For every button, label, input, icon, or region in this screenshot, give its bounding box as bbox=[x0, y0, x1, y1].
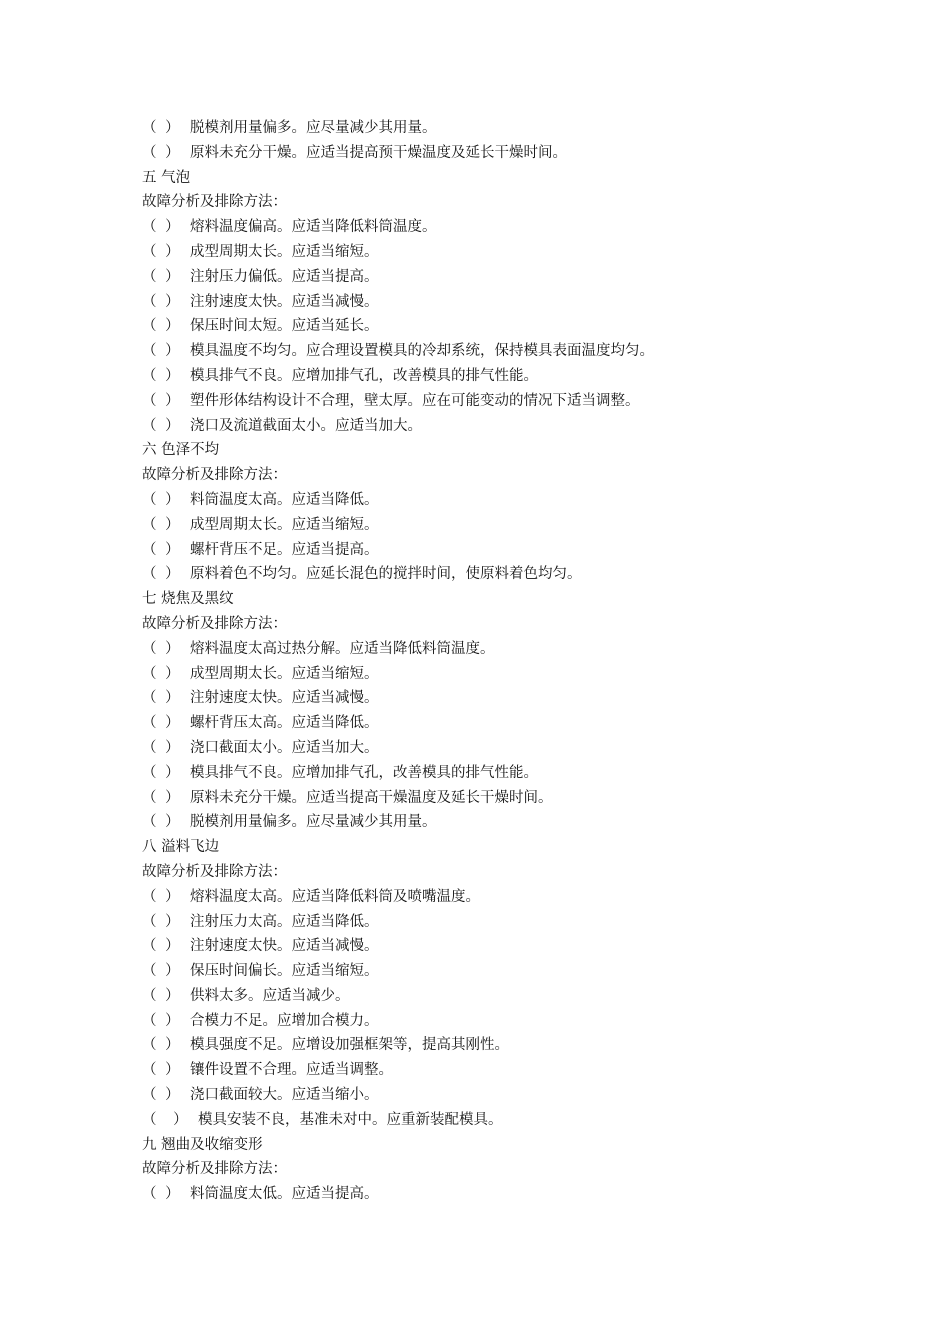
line-text: 塑件形体结构设计不合理，壁太厚。应在可能变动的情况下适当调整。 bbox=[190, 392, 640, 409]
line-text: 模具安装不良，基准未对中。应重新装配模具。 bbox=[198, 1111, 503, 1128]
answer-bracket: （ ） bbox=[142, 789, 182, 806]
line-text: 五 气泡 bbox=[142, 169, 191, 186]
list-item bbox=[142, 711, 902, 736]
answer-bracket: （ ） bbox=[142, 268, 182, 285]
answer-bracket: （ ） bbox=[142, 640, 182, 657]
answer-bracket: （ ） bbox=[142, 913, 182, 930]
line-text: 故障分析及排除方法： bbox=[142, 1161, 287, 1178]
line-text: 原料未充分干燥。应适当提高干燥温度及延长干燥时间。 bbox=[190, 789, 553, 806]
line-text: 供料太多。应适当减少。 bbox=[190, 987, 350, 1004]
section-heading bbox=[142, 587, 902, 612]
list-item bbox=[142, 662, 902, 687]
list-item bbox=[142, 910, 902, 935]
line-text: 螺杆背压不足。应适当提高。 bbox=[190, 541, 379, 558]
answer-bracket: （ ） bbox=[142, 888, 182, 905]
answer-bracket: （ ） bbox=[142, 318, 182, 335]
list-item bbox=[142, 686, 902, 711]
answer-bracket: （ ） bbox=[142, 144, 182, 161]
line-text: 保压时间偏长。应适当缩短。 bbox=[190, 963, 379, 980]
answer-bracket: （ ） bbox=[142, 516, 182, 533]
answer-bracket: （ ） bbox=[142, 1087, 182, 1104]
list-item bbox=[142, 1083, 902, 1108]
answer-bracket: （ ） bbox=[142, 491, 182, 508]
list-item bbox=[142, 1033, 902, 1058]
line-text: 脱模剂用量偏多。应尽量减少其用量。 bbox=[190, 814, 437, 831]
line-text: 模具排气不良。应增加排气孔，改善模具的排气性能。 bbox=[190, 367, 538, 384]
list-item bbox=[142, 786, 902, 811]
line-text: 注射速度太快。应适当减慢。 bbox=[190, 293, 379, 310]
answer-bracket: （ ） bbox=[142, 938, 182, 955]
list-item bbox=[142, 562, 902, 587]
line-text: 料筒温度太低。应适当提高。 bbox=[190, 1186, 379, 1203]
line-text: 浇口截面较大。应适当缩小。 bbox=[190, 1087, 379, 1104]
line-text: 成型周期太长。应适当缩短。 bbox=[190, 665, 379, 682]
answer-bracket: （ ） bbox=[142, 541, 182, 558]
answer-bracket: （ ） bbox=[142, 764, 182, 781]
line-text: 六 色泽不均 bbox=[142, 442, 220, 459]
answer-bracket: （ ） bbox=[142, 690, 182, 707]
answer-bracket: （ ） bbox=[142, 739, 182, 756]
list-item bbox=[142, 215, 902, 240]
line-text: 合模力不足。应增加合模力。 bbox=[190, 1012, 379, 1029]
answer-bracket: （ ） bbox=[142, 367, 182, 384]
list-item bbox=[142, 414, 902, 439]
answer-bracket: （ ） bbox=[142, 219, 182, 236]
list-item bbox=[142, 141, 902, 166]
list-item bbox=[142, 265, 902, 290]
answer-bracket: （ ） bbox=[142, 1012, 182, 1029]
answer-bracket: （ ） bbox=[142, 243, 182, 260]
line-text: 九 翘曲及收缩变形 bbox=[142, 1136, 263, 1153]
list-item bbox=[142, 810, 902, 835]
line-text: 镶件设置不合理。应适当调整。 bbox=[190, 1062, 393, 1079]
answer-bracket: （ ） bbox=[142, 120, 182, 136]
line-text: 注射速度太快。应适当减慢。 bbox=[190, 938, 379, 955]
section-subheading bbox=[142, 463, 902, 488]
line-text: 故障分析及排除方法： bbox=[142, 863, 287, 880]
answer-bracket: （ ） bbox=[142, 293, 182, 310]
section-subheading bbox=[142, 190, 902, 215]
answer-bracket: （ ） bbox=[142, 814, 182, 831]
line-text: 熔料温度太高过热分解。应适当降低料筒温度。 bbox=[190, 640, 495, 657]
list-item bbox=[142, 984, 902, 1009]
list-item bbox=[142, 364, 902, 389]
list-item bbox=[142, 389, 902, 414]
section-heading bbox=[142, 835, 902, 860]
answer-bracket: （ ） bbox=[142, 392, 182, 409]
line-text: 浇口截面太小。应适当加大。 bbox=[190, 739, 379, 756]
line-text: 浇口及流道截面太小。应适当加大。 bbox=[190, 417, 422, 434]
line-text: 故障分析及排除方法： bbox=[142, 194, 287, 211]
line-text: 故障分析及排除方法： bbox=[142, 615, 287, 632]
line-text: 模具强度不足。应增设加强框架等，提高其刚性。 bbox=[190, 1037, 509, 1054]
line-text: 料筒温度太高。应适当降低。 bbox=[190, 491, 379, 508]
list-item bbox=[142, 488, 902, 513]
answer-bracket: （ ） bbox=[142, 343, 182, 360]
list-item bbox=[142, 538, 902, 563]
list-item bbox=[142, 290, 902, 315]
line-text: 成型周期太长。应适当缩短。 bbox=[190, 243, 379, 260]
line-text: 原料着色不均匀。应延长混色的搅拌时间，使原料着色均匀。 bbox=[190, 566, 582, 583]
line-text: 注射压力偏低。应适当提高。 bbox=[190, 268, 379, 285]
line-text: 模具排气不良。应增加排气孔，改善模具的排气性能。 bbox=[190, 764, 538, 781]
list-item bbox=[142, 240, 902, 265]
list-item bbox=[142, 885, 902, 910]
line-text: 模具温度不均匀。应合理设置模具的冷却系统，保持模具表面温度均匀。 bbox=[190, 343, 654, 360]
answer-bracket: （ ） bbox=[142, 987, 182, 1004]
list-item bbox=[142, 934, 902, 959]
answer-bracket: （ ） bbox=[142, 1186, 182, 1203]
answer-bracket: （ ） bbox=[142, 1062, 182, 1079]
answer-bracket: （ ） bbox=[142, 566, 182, 583]
answer-bracket: （ ） bbox=[142, 715, 182, 732]
list-item bbox=[142, 513, 902, 538]
list-item bbox=[142, 116, 902, 141]
line-text: 注射速度太快。应适当减慢。 bbox=[190, 690, 379, 707]
line-text: 七 烧焦及黑纹 bbox=[142, 591, 234, 608]
line-text: 保压时间太短。应适当延长。 bbox=[190, 318, 379, 335]
line-text: 故障分析及排除方法： bbox=[142, 467, 287, 484]
list-item bbox=[142, 959, 902, 984]
line-text: 螺杆背压太高。应适当降低。 bbox=[190, 715, 379, 732]
list-item bbox=[142, 1108, 902, 1133]
line-text: 熔料温度太高。应适当降低料筒及喷嘴温度。 bbox=[190, 888, 480, 905]
section-subheading bbox=[142, 612, 902, 637]
line-text: 原料未充分干燥。应适当提高预干燥温度及延长干燥时间。 bbox=[190, 144, 567, 161]
answer-bracket: （ ） bbox=[142, 963, 182, 980]
line-text: 成型周期太长。应适当缩短。 bbox=[190, 516, 379, 533]
line-text: 熔料温度偏高。应适当降低料筒温度。 bbox=[190, 219, 437, 236]
answer-bracket: （ ） bbox=[142, 1037, 182, 1054]
list-item bbox=[142, 761, 902, 786]
document-body bbox=[142, 116, 902, 1207]
section-subheading bbox=[142, 860, 902, 885]
section-heading bbox=[142, 438, 902, 463]
answer-bracket: （ ） bbox=[142, 665, 182, 682]
list-item bbox=[142, 1058, 902, 1083]
line-text: 注射压力太高。应适当降低。 bbox=[190, 913, 379, 930]
list-item bbox=[142, 736, 902, 761]
list-item bbox=[142, 637, 902, 662]
section-heading bbox=[142, 166, 902, 191]
list-item bbox=[142, 314, 902, 339]
section-heading bbox=[142, 1133, 902, 1158]
answer-bracket: （ ） bbox=[142, 1111, 194, 1128]
section-subheading bbox=[142, 1157, 902, 1182]
line-text: 脱模剂用量偏多。应尽量减少其用量。 bbox=[190, 120, 437, 136]
line-text: 八 溢料飞边 bbox=[142, 839, 220, 856]
answer-bracket: （ ） bbox=[142, 417, 182, 434]
list-item bbox=[142, 339, 902, 364]
list-item bbox=[142, 1009, 902, 1034]
list-item bbox=[142, 1182, 902, 1207]
